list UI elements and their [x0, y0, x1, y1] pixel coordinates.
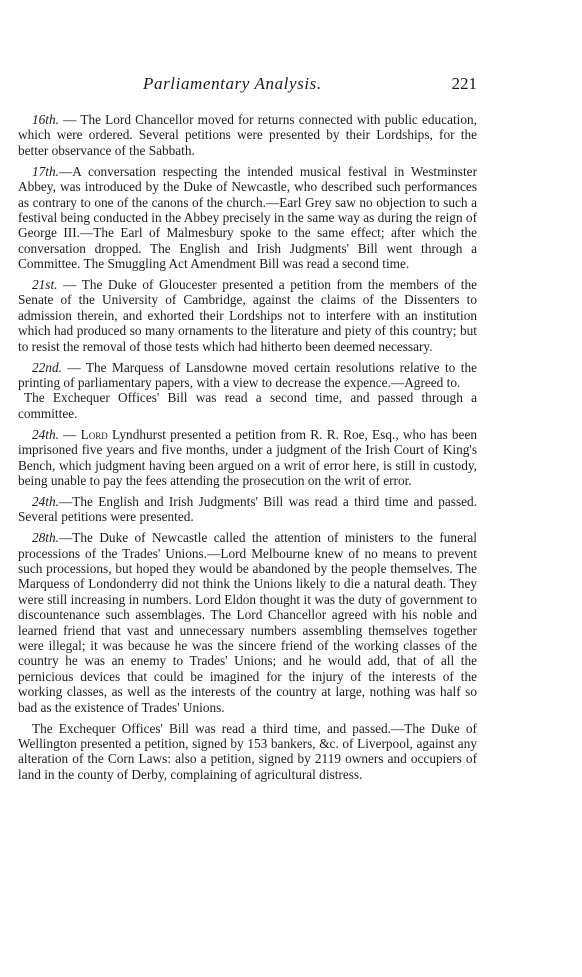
entry-22nd-continued [18, 390, 477, 421]
entry-date: 24th. [32, 493, 59, 509]
running-head-title: Parliamentary Analysis. [143, 74, 322, 93]
entry-22nd [18, 360, 477, 391]
entry-text: — The Duke of Gloucester presented a petition from the members of the Senate of the University of Cambridge, against the claims of the Dissenters to admission therein, and exhorted their Lordships not to interfere with an institution which had produced so many ornaments to the literature and piety of this country; but to resist the removal of those tests which had hitherto been deemed necessary. [18, 277, 477, 354]
entry-text: The Exchequer Offices' Bill was read a third time, and passed.—The Duke of Wellington presented a petition, signed by 153 bankers, &c. of Liverpool, against any alteration of the Corn Laws: also a petition, signed by 2119 owners and occupiers of land in the county of Derby, complaining of agricultural distress. [18, 720, 477, 782]
entry-date: 16th. [32, 112, 59, 127]
entry-24th-lords [18, 427, 477, 489]
entry-date: 28th. [32, 530, 59, 546]
entry-lead: — Lord [58, 426, 108, 442]
entry-text: —The English and Irish Judgments' Bill was read a third time and passed. Several petitions were presented. [18, 493, 477, 525]
entry-16th [18, 112, 477, 158]
page-body [18, 112, 477, 788]
entry-28th-continued [18, 721, 477, 783]
entry-28th [18, 530, 477, 715]
page-number: 221 [451, 74, 477, 93]
entry-date: 24th. [32, 426, 59, 442]
entry-date: 22nd. [32, 359, 62, 375]
entry-date: 17th. [32, 163, 59, 179]
entry-text: — The Lord Chancellor moved for returns connected with public education, which were ordered. Several petitions were presented by their Lordships, for the better observance of the Sabbath. [18, 112, 477, 158]
entry-24th-judgments [18, 494, 477, 525]
entry-text: —A conversation respecting the intended musical festival in Westminster Abbey, was introduced by the Duke of Newcastle, who described such performances as contrary to one of the canons of the church.—Earl Grey saw no objection to such a festival being conducted in the Abbey precisely in the same way as during the reign of George III.—The Earl of Malmesbury spoke to the same effect; after which the conversation dropped. The English and Irish Judgments' Bill went through a Committee. The Smuggling Act Amendment Bill was read a second time. [18, 163, 477, 272]
entry-21st [18, 277, 477, 354]
entry-17th [18, 164, 477, 272]
entry-text: Lyndhurst presented a petition from R. R. Roe, Esq., who has been imprisoned five years and five months, under a judgment of the Irish Court of King's Bench, which judgment having been argued on a writ of error here, is still in custody, being unable to pay the fees attending the prosecution on the writ of error. [18, 426, 477, 488]
running-head [18, 74, 477, 94]
entry-text: The Exchequer Offices' Bill was read a second time, and passed through a committee. [18, 390, 477, 421]
entry-text: — The Marquess of Lansdowne moved certain resolutions relative to the printing of parliamentary papers, with a view to decrease the expence.—Agreed to. [18, 359, 477, 390]
entry-text: —The Duke of Newcastle called the attention of ministers to the funeral processions of the Trades' Unions.—Lord Melbourne knew of no means to prevent such processions, but hoped they would be abandoned by the people themselves. The Marquess of Londonderry did not think the Unions likely to die a natural death. They were still increasing in numbers. Lord Eldon thought it was the duty of government to discountenance such assemblages. The Lord Chancellor agreed with his noble and learned friend that vast and unnecessary numbers assembling themselves together were illegal; it was because he was the sincere friend of the working classes of the country he was an enemy to Trades' Unions; and he would add, that of all the pernicious devices that could be imagined for the injury of the interests of the working classes, as well as the interests of the country at large, nothing was half so bad as the existence of Trades' Unions. [18, 530, 477, 715]
entry-date: 21st. [32, 277, 58, 293]
